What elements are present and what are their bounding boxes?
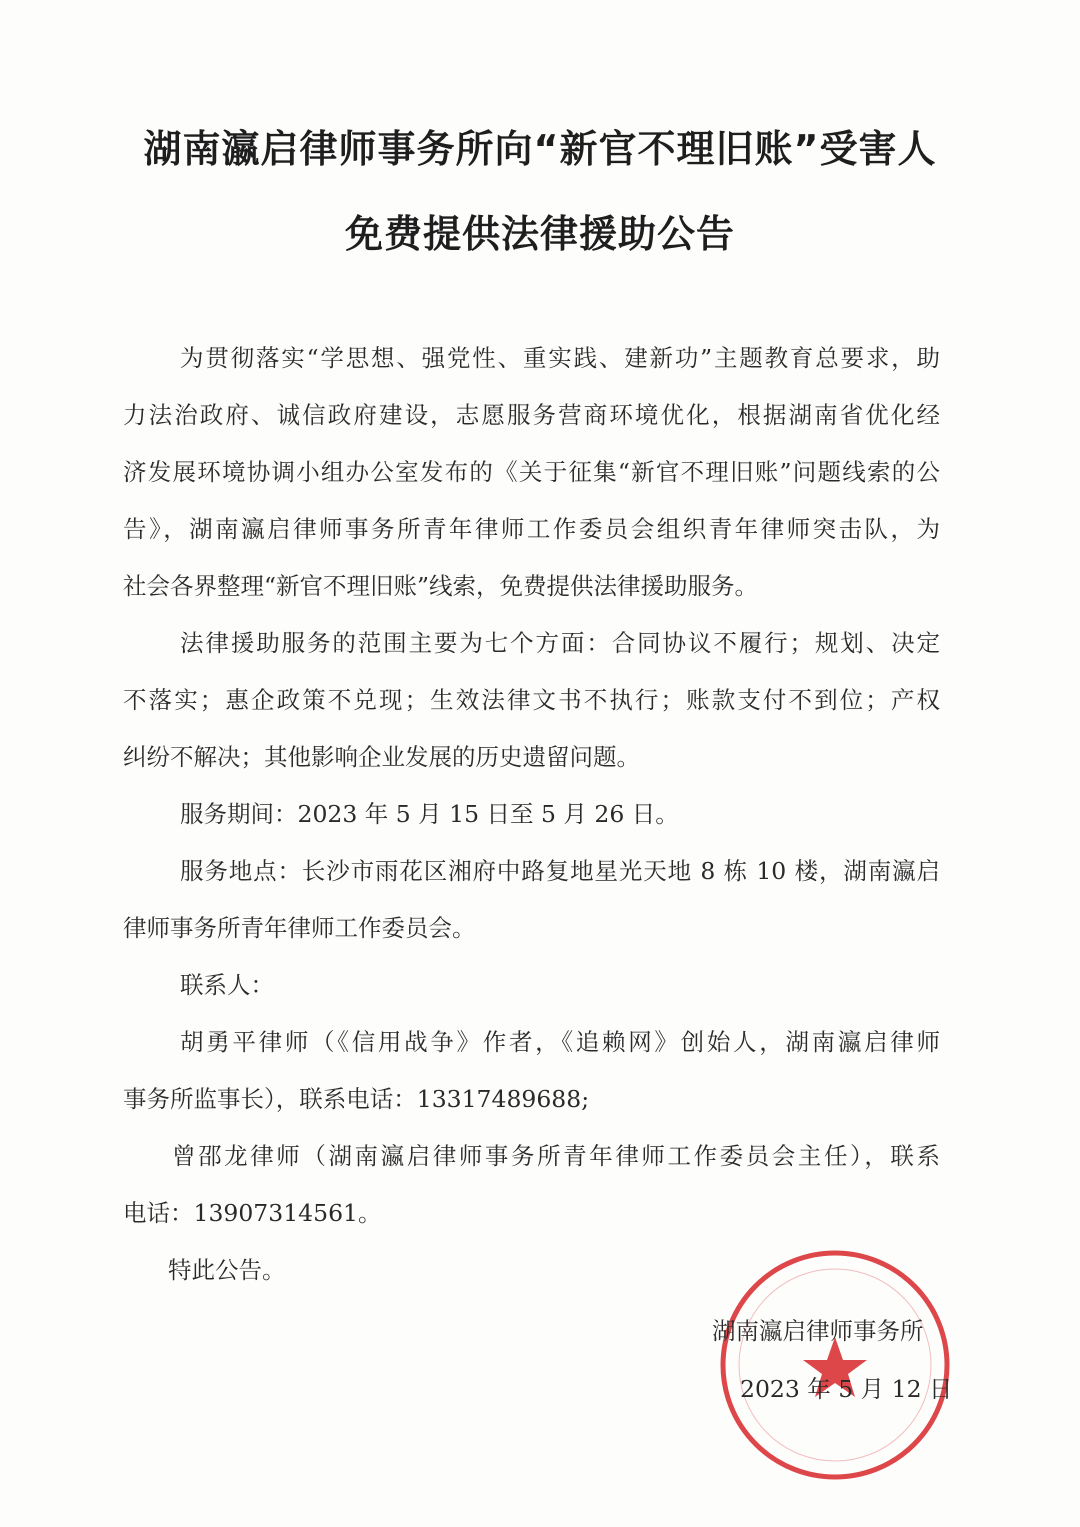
para2-line: 不落实；惠企政策不兑现；生效法律文书不执行；账款支付不到位；产权 xyxy=(123,686,940,714)
service-period: 服务期间：2023 年 5 月 15 日至 5 月 26 日。 xyxy=(180,800,679,828)
document-title-line-1: 湖南瀛启律师事务所向“新官不理旧账”受害人 xyxy=(143,127,937,171)
contact-1-line: 胡勇平律师（《信用战争》作者，《追赖网》创始人，湖南瀛启律师 xyxy=(180,1028,940,1056)
contact-2-line: 电话：13907314561。 xyxy=(123,1199,382,1227)
para1-line: 力法治政府、诚信政府建设，志愿服务营商环境优化，根据湖南省优化经 xyxy=(123,401,940,429)
para1-line: 社会各界整理“新官不理旧账”线索，免费提供法律援助服务。 xyxy=(123,572,759,600)
signature-organization: 湖南瀛启律师事务所 xyxy=(712,1317,924,1345)
closing-text: 特此公告。 xyxy=(168,1256,286,1284)
para4-line: 律师事务所青年律师工作委员会。 xyxy=(123,914,476,942)
official-seal xyxy=(715,1245,955,1485)
para4-line: 服务地点：长沙市雨花区湘府中路复地星光天地 8 栋 10 楼，湖南瀛启 xyxy=(180,857,940,885)
signature-date: 2023 年 5 月 12 日 xyxy=(740,1375,953,1403)
document-title-line-2: 免费提供法律援助公告 xyxy=(344,212,735,256)
contact-1-line: 事务所监事长），联系电话：13317489688; xyxy=(123,1085,590,1113)
para2-line: 法律援助服务的范围主要为七个方面：合同协议不履行；规划、决定 xyxy=(180,629,940,657)
para1-line: 济发展环境协调小组办公室发布的《关于征集“新官不理旧账”问题线索的公 xyxy=(123,458,940,486)
para1-line: 为贯彻落实“学思想、强党性、重实践、建新功”主题教育总要求，助 xyxy=(180,344,940,372)
contact-2-line: 曾邵龙律师（湖南瀛启律师事务所青年律师工作委员会主任），联系 xyxy=(172,1142,940,1170)
contacts-label: 联系人： xyxy=(180,971,274,999)
para1-line: 告》，湖南瀛启律师事务所青年律师工作委员会组织青年律师突击队，为 xyxy=(123,515,940,543)
para2-line: 纠纷不解决；其他影响企业发展的历史遗留问题。 xyxy=(123,743,640,771)
